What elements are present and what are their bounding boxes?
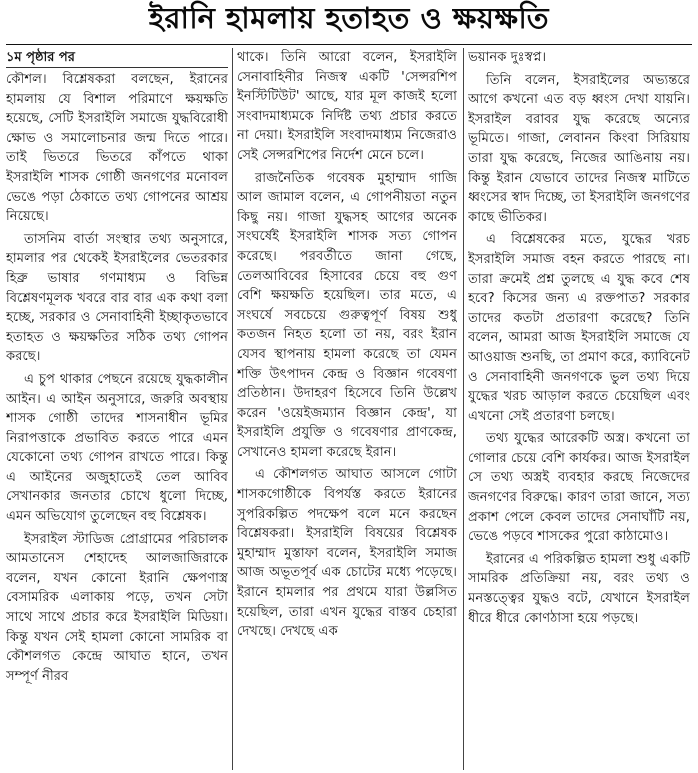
paragraph: তথ্য যুদ্ধের আরেকটি অস্ত্র। কখনো তা গোলার চেয়ে বেশি কার্যকর। আজ ইসরাইল সে তথ্য অস্ত্রই ব্যবহার করছে নিজেদের জনগণের বিরুদ্ধে। কারণ তারা জানে, সত্য প্রকাশ পেলে কেবল তাদের সেনাঘাঁটি নয়, ভেঙে পড়বে শাসকের পুরো কাঠামোও। — [468, 431, 690, 545]
paragraph: ইসরাইল স্টাডিজ প্রোগ্রামের পরিচালক আমতানেস শেহাদেহ আলজাজিরাকে বলেন, যখন কোনো ইরানি ক্ষেপণাস্ত্র বেসামরিক এলাকায় পড়ে, তখন সেটা সাথে সাথে প্রচার করে ইসরাইলি মিডিয়া। কিন্তু যখন সেই হামলা কোনো সামরিক বা কৌশলগত কেন্দ্রে আঘাত হানে, তখন সম্পূর্ণ নীরব — [6, 531, 228, 684]
paragraph: রাজনৈতিক গবেষক মুহাম্মাদ গাজি আল জামাল বলেন, এ গোপনীয়তা নতুন কিছু নয়। গাজা যুদ্ধসহ আগের অনেক সংঘর্ষেই ইসরাইলি শাসক সত্য গোপন করেছে। পরবর্তীতে জানা গেছে, তেলআবিবের হিসাবের চেয়ে বহু গুণ বেশি ক্ষয়ক্ষতি হয়েছিল। তার মতে, এ সংঘর্ষে সবচেয়ে গুরুত্বপূর্ণ বিষয় শুধু কতজন নিহত হলো তা নয়, বরং ইরান যেসব স্থাপনায় হামলা করেছে তা যেমন শক্তি উৎপাদন কেন্দ্র ও বিজ্ঞান গবেষণা প্রতিষ্ঠান। উদাহরণ হিসেবে তিনি উল্লেখ করেন 'ওয়েইজম্যান বিজ্ঞান কেন্দ্র', যা ইসরাইলি প্রযুক্তি ও গবেষণার প্রাণকেন্দ্র, সেখানেও হামলা করেছে ইরান। — [237, 170, 457, 460]
paragraph: এ কৌশলগত আঘাত আসলে গোটা শাসকগোষ্ঠীকে বিপর্যস্ত করতে ইরানের সুপরিকল্পিত পদক্ষেপ বলে মনে করছেন বিশ্লেষকরা। ইসরাইলি বিষয়ের বিশ্লেষক মুহাম্মাদ মুস্তাফা বলেন, ইসরাইলি সমাজ আজ অভূতপূর্ব এক চোটের মধ্যে পড়েছে। ইরানে হামলার পর প্রথমে যারা উল্লসিত হয়েছিল, তারা এখন যুদ্ধের বাস্তব চেহারা দেখছে। দেখছে এক — [237, 467, 457, 640]
headline: ইরানি হামলায় হতাহত ও ক্ষয়ক্ষতি — [148, 0, 550, 35]
column-divider — [232, 48, 233, 770]
article-column-3 — [468, 48, 690, 770]
article-column-2 — [237, 48, 457, 770]
headline-rule — [6, 44, 692, 45]
paragraph: ভয়ানক দুঃস্বপ্ন। — [468, 50, 547, 65]
article-column-1 — [6, 48, 228, 770]
column-divider — [463, 48, 464, 770]
continued-from-page-label: ১ম পৃষ্ঠার পর — [6, 48, 228, 68]
paragraph: এ চুপ থাকার পেছনে রয়েছে যুদ্ধকালীন আইন। এ আইন অনুসারে, জরুরি অবস্থায় শাসক গোষ্ঠী তাদের শাসনাধীন ভূমির নিরাপত্তাকে প্রভাবিত করতে পারে এমন যেকোনো তথ্য গোপন রাখতে পারে। কিন্তু এ আইনের অজুহাতেই তেল আবিব সেখানকার জনতার চোখে ধুলো দিচ্ছে, এমন অভিযোগ তুলেছেন বহু বিশ্লেষক। — [6, 371, 228, 525]
paragraph: ইরানের এ পরিকল্পিত হামলা শুধু একটি সামরিক প্রতিক্রিয়া নয়, বরং তথ্য ও মনস্তত্ত্বের যুদ্ধও বটে, যেখানে ইসরাইল ধীরে ধীরে কোণঠাসা হয়ে পড়ছে। — [468, 551, 690, 626]
paragraph: থাকে। তিনি আরো বলেন, ইসরাইলি সেনাবাহিনীর নিজস্ব একটি 'সেন্সরশিপ ইনস্টিটিউট' আছে, যার মূল কাজই হলো সংবাদমাধ্যমকে নির্দিষ্ট তথ্য প্রচার করতে না দেয়া। ইসরাইলি সংবাদমাধ্যম নিজেরাও সেই সেন্সরশিপের নির্দেশ মেনে চলে। — [237, 50, 457, 163]
paragraph: তাসনিম বার্তা সংস্থার তথ্য অনুসারে, হামলার পর থেকেই ইসরাইলের ভেতরকার হিব্রু ভাষার গণমাধ্যম ও বিভিন্ন বিশ্লেষণমূলক খবরে বার বার এক কথা বলা হচ্ছে, সরকার ও সেনাবাহিনী ইচ্ছাকৃতভাবে হতাহত ও ক্ষয়ক্ষতির সঠিক তথ্য গোপন করছে। — [6, 231, 228, 365]
paragraph: এ বিশ্লেষকের মতে, যুদ্ধের খরচ ইসরাইলি সমাজ বহন করতে পারছে না। তারা ক্রমেই প্রশ্ন তুলছে এ যুদ্ধ কবে শেষ হবে? কিসের জন্য এ রক্তপাত? সরকার তাদের কতটা প্রতারণা করেছে? তিনি বলেন, আমরা আজ ইসরাইলি সমাজে যে আওয়াজ শুনছি, তা প্রমাণ করে, ক্যাবিনেট ও সেনাবাহিনী জনগণকে ভুল তথ্য দিয়ে যুদ্ধের খরচ আড়াল করতে চেয়েছিল এবং এখনো সেই প্রতারণা চলছে। — [468, 232, 690, 424]
paragraph: তিনি বলেন, ইসরাইলের অভ্যন্তরে আগে কখনো এত বড় ধ্বংস দেখা যায়নি। ইসরাইল বরাবর যুদ্ধ করেছে অন্যের ভূমিতে। গাজা, লেবানন কিংবা সিরিয়ায় তারা যুদ্ধ করেছে, নিজের আঙিনায় নয়। কিন্তু ইরান যেভাবে তাদের নিজস্ব মাটিতে ধ্বংসের স্বাদ দিচ্ছে, তা ইসরাইলি জনগণের কাছে ভীতিকর। — [468, 72, 690, 225]
paragraph: কৌশল। বিশ্লেষকরা বলছেন, ইরানের হামলায় যে বিশাল পরিমাণে ক্ষয়ক্ষতি হয়েছে, সেটি ইসরাইলি সমাজে যুদ্ধবিরোধী ক্ষোভ ও সমালোচনার জন্ম দিতে পারে। তাই ভিতরে ভিতরে কাঁপতে থাকা ইসরাইলি শাসক গোষ্ঠী জনগণের মনোবল ভেঙে পড়া ঠেকাতে তথ্য গোপনের আশ্রয় নিয়েছে। — [6, 72, 228, 225]
